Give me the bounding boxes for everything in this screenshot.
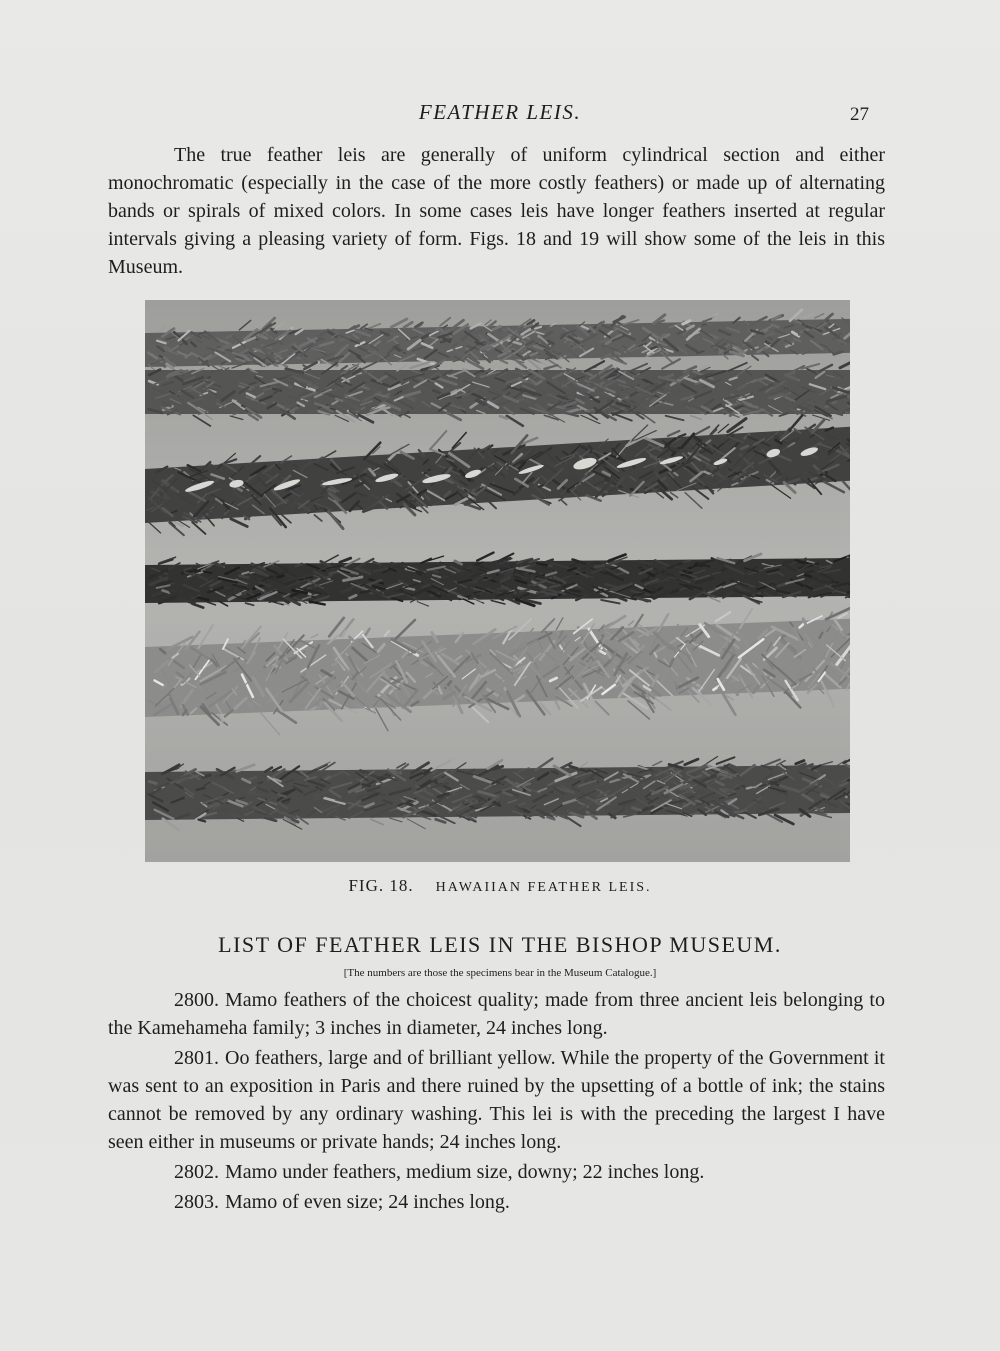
list-item [108,1188,885,1216]
feather-stroke [361,591,369,593]
list-item [108,1158,885,1186]
catalogue-number: 2802. [174,1161,219,1183]
feather-stroke [250,778,256,780]
feather-stroke [283,802,289,804]
list-note: [The numbers are those the specimens bear in the Museum Catalogue.] [343,967,657,979]
list-item [108,986,885,1042]
list-item [108,1044,885,1156]
page-number: 27 [850,104,869,125]
feather-stroke [383,407,390,409]
figure-title: HAWAIIAN FEATHER LEIS. [435,880,652,895]
running-title: FEATHER LEIS. [418,100,582,124]
entry-text: Mamo feathers of the choicest quality; made from three ancient leis belonging to the Kamehameha family; 3 inches in diameter, 24 inches long. [108,989,885,1039]
intro-paragraph: The true feather leis are generally of uniform cylindrical section and either monochromatic (especially in the case of the more costly feathers) or made up of alternating bands or spirals of mixed colors. In some cases leis have longer feathers inserted at regular intervals giving a pleasing variety of form. Figs. 18 and 19 will show some of the leis in this Museum. [108,144,885,278]
figure-label: FIG. 18. [348,876,414,895]
feather-stroke [240,576,249,578]
feather-stroke [805,575,811,577]
catalogue-number: 2800. [174,989,219,1011]
figure-caption [0,876,1000,896]
entry-text: Oo feathers, large and of brilliant yellow. While the property of the Government it was sent to an exposition in Paris and there ruined by the upsetting of a bottle of ink; the stains cannot be removed by any ordinary washing. This lei is with the preceding the largest I have seen either in museums or private hands; 24 inches long. [108,1047,885,1153]
feather-leis-illustration [145,300,850,862]
feather-stroke [149,782,156,784]
feather-stroke [363,784,370,786]
feather-leis-photograph [145,300,850,862]
list-heading: LIST OF FEATHER LEIS IN THE BISHOP MUSEUM. [218,932,782,957]
feather-stroke [170,590,177,592]
feather-stroke [756,595,762,596]
feather-stroke [595,565,604,567]
entry-text: Mamo under feathers, medium size, downy; 22 inches long. [225,1161,705,1183]
catalogue-number: 2803. [174,1191,219,1213]
feather-stroke [622,394,628,396]
feather-stroke [784,561,791,563]
entry-text: Mamo of even size; 24 inches long. [225,1191,510,1213]
catalogue-number: 2801. [174,1047,219,1069]
feather-stroke [642,579,648,581]
feather-stroke [407,803,413,805]
lei-entries [108,986,885,1218]
feather-stroke [278,576,284,578]
